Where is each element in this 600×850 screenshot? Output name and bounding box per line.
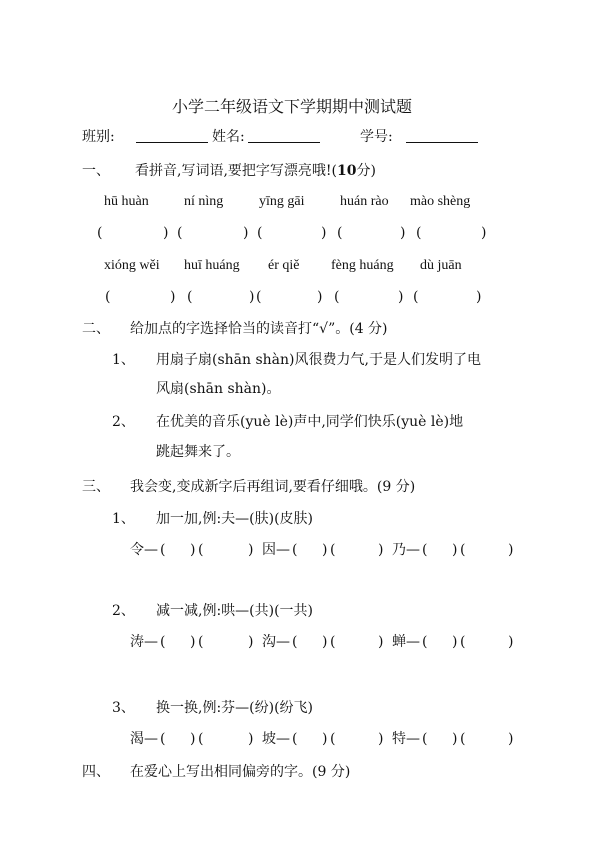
answer-paren-open: ( — [292, 542, 298, 558]
q2-item-text: 在优美的音乐(yuè lè)声中,同学们快乐(yuè lè)地 — [156, 414, 464, 430]
q3-char: 坡— — [262, 731, 290, 747]
answer-paren-open: ( — [187, 289, 193, 305]
q3-group-number: 1、 — [112, 511, 135, 527]
answer-paren-open: ( — [422, 542, 428, 558]
answer-paren-open: ( — [337, 225, 343, 241]
answer-paren-close: ) — [378, 542, 384, 558]
q2-item-text: 跳起舞来了。 — [156, 444, 240, 460]
q2-item-number: 2、 — [112, 414, 135, 430]
pinyin: ér qiě — [268, 258, 300, 273]
name-label: 姓名: — [212, 129, 245, 145]
pinyin: ní nìng — [184, 194, 224, 209]
q3-example: 加一加,例:夫—(肤)(皮肤) — [156, 511, 314, 527]
answer-paren-open: ( — [177, 225, 183, 241]
number-label: 学号: — [360, 129, 393, 145]
number-blank[interactable] — [406, 128, 478, 143]
answer-paren-close: ) — [452, 731, 458, 747]
answer-paren-close: ) — [322, 542, 328, 558]
answer-paren-close: ) — [481, 225, 487, 241]
answer-paren-open: ( — [105, 289, 111, 305]
pinyin: hū huàn — [104, 194, 149, 209]
name-blank[interactable] — [248, 128, 320, 143]
answer-paren-close: ) — [378, 731, 384, 747]
answer-paren-open: ( — [198, 731, 204, 747]
answer-paren-open: ( — [97, 225, 103, 241]
answer-paren-close: ) — [398, 289, 404, 305]
q3-char: 特— — [392, 731, 420, 747]
answer-paren-close: ) — [317, 289, 323, 305]
q1-instruction: 看拼音,写词语,要把字写漂亮哦!(10分) — [135, 163, 376, 179]
pinyin: huán rào — [340, 194, 389, 209]
q3-group-number: 2、 — [112, 603, 135, 619]
pinyin: mào shèng — [410, 194, 471, 209]
q3-example: 换一换,例:芬—(纷)(纷飞) — [156, 700, 314, 716]
q4-number: 四、 — [82, 764, 110, 780]
pinyin: dù juān — [420, 258, 462, 273]
page-title: 小学二年级语文下学期期中测试题 — [172, 97, 413, 116]
q2-number: 二、 — [82, 321, 110, 337]
answer-paren-close: ) — [322, 634, 328, 650]
answer-paren-close: ) — [190, 731, 196, 747]
pinyin: fèng huáng — [331, 258, 394, 273]
answer-paren-open: ( — [460, 542, 466, 558]
q3-char: 乃— — [392, 542, 420, 558]
pinyin: huī huáng — [184, 258, 240, 273]
answer-paren-close: ) — [476, 289, 482, 305]
answer-paren-close: ) — [248, 542, 254, 558]
answer-paren-close: ) — [248, 634, 254, 650]
answer-paren-open: ( — [422, 731, 428, 747]
q3-char: 渴— — [130, 731, 158, 747]
answer-paren-close: ) — [190, 542, 196, 558]
answer-paren-close: ) — [163, 225, 169, 241]
answer-paren-open: ( — [198, 542, 204, 558]
answer-paren-close: ) — [508, 542, 514, 558]
q3-char: 令— — [130, 542, 158, 558]
answer-paren-close: ) — [378, 634, 384, 650]
q2-item-text: 风扇(shān shàn)。 — [156, 381, 281, 397]
answer-paren-open: ( — [416, 225, 422, 241]
answer-paren-close: ) — [249, 289, 255, 305]
answer-paren-close: ) — [508, 634, 514, 650]
answer-paren-close: ) — [452, 634, 458, 650]
answer-paren-close: ) — [248, 731, 254, 747]
q3-char: 因— — [262, 542, 290, 558]
q3-example: 减一减,例:哄—(共)(一共) — [156, 603, 314, 619]
answer-paren-open: ( — [292, 731, 298, 747]
answer-paren-open: ( — [198, 634, 204, 650]
answer-paren-open: ( — [422, 634, 428, 650]
q2-instruction: 给加点的字选择恰当的读音打“√”。(4 分) — [130, 321, 388, 337]
answer-paren-open: ( — [460, 731, 466, 747]
class-blank[interactable] — [136, 128, 208, 143]
pinyin: yīng gāi — [259, 194, 305, 209]
q3-instruction: 我会变,变成新字后再组词,要看仔细哦。(9 分) — [130, 479, 416, 495]
answer-paren-close: ) — [243, 225, 249, 241]
answer-paren-open: ( — [160, 542, 166, 558]
answer-paren-close: ) — [508, 731, 514, 747]
answer-paren-open: ( — [160, 731, 166, 747]
q1-number: 一、 — [82, 163, 110, 179]
q3-char: 蝉— — [392, 634, 420, 650]
answer-paren-close: ) — [190, 634, 196, 650]
answer-paren-open: ( — [160, 634, 166, 650]
answer-paren-open: ( — [292, 634, 298, 650]
class-label: 班别: — [82, 129, 115, 145]
q3-number: 三、 — [82, 479, 110, 495]
q2-item-number: 1、 — [112, 352, 135, 368]
q4-instruction: 在爱心上写出相同偏旁的字。(9 分) — [130, 764, 351, 780]
answer-paren-close: ) — [170, 289, 176, 305]
answer-paren-open: ( — [334, 289, 340, 305]
answer-paren-open: ( — [460, 634, 466, 650]
q3-char: 沟— — [262, 634, 290, 650]
q2-item-text: 用扇子扇(shān shàn)风很费力气,于是人们发明了电 — [156, 352, 481, 368]
q3-group-number: 3、 — [112, 700, 135, 716]
answer-paren-open: ( — [330, 542, 336, 558]
pinyin: xióng wěi — [104, 258, 160, 273]
answer-paren-close: ) — [321, 225, 327, 241]
answer-paren-open: ( — [256, 289, 262, 305]
answer-paren-close: ) — [452, 542, 458, 558]
answer-paren-open: ( — [330, 731, 336, 747]
answer-paren-close: ) — [322, 731, 328, 747]
answer-paren-close: ) — [400, 225, 406, 241]
answer-paren-open: ( — [413, 289, 419, 305]
q3-char: 涛— — [130, 634, 158, 650]
answer-paren-open: ( — [330, 634, 336, 650]
answer-paren-open: ( — [257, 225, 263, 241]
